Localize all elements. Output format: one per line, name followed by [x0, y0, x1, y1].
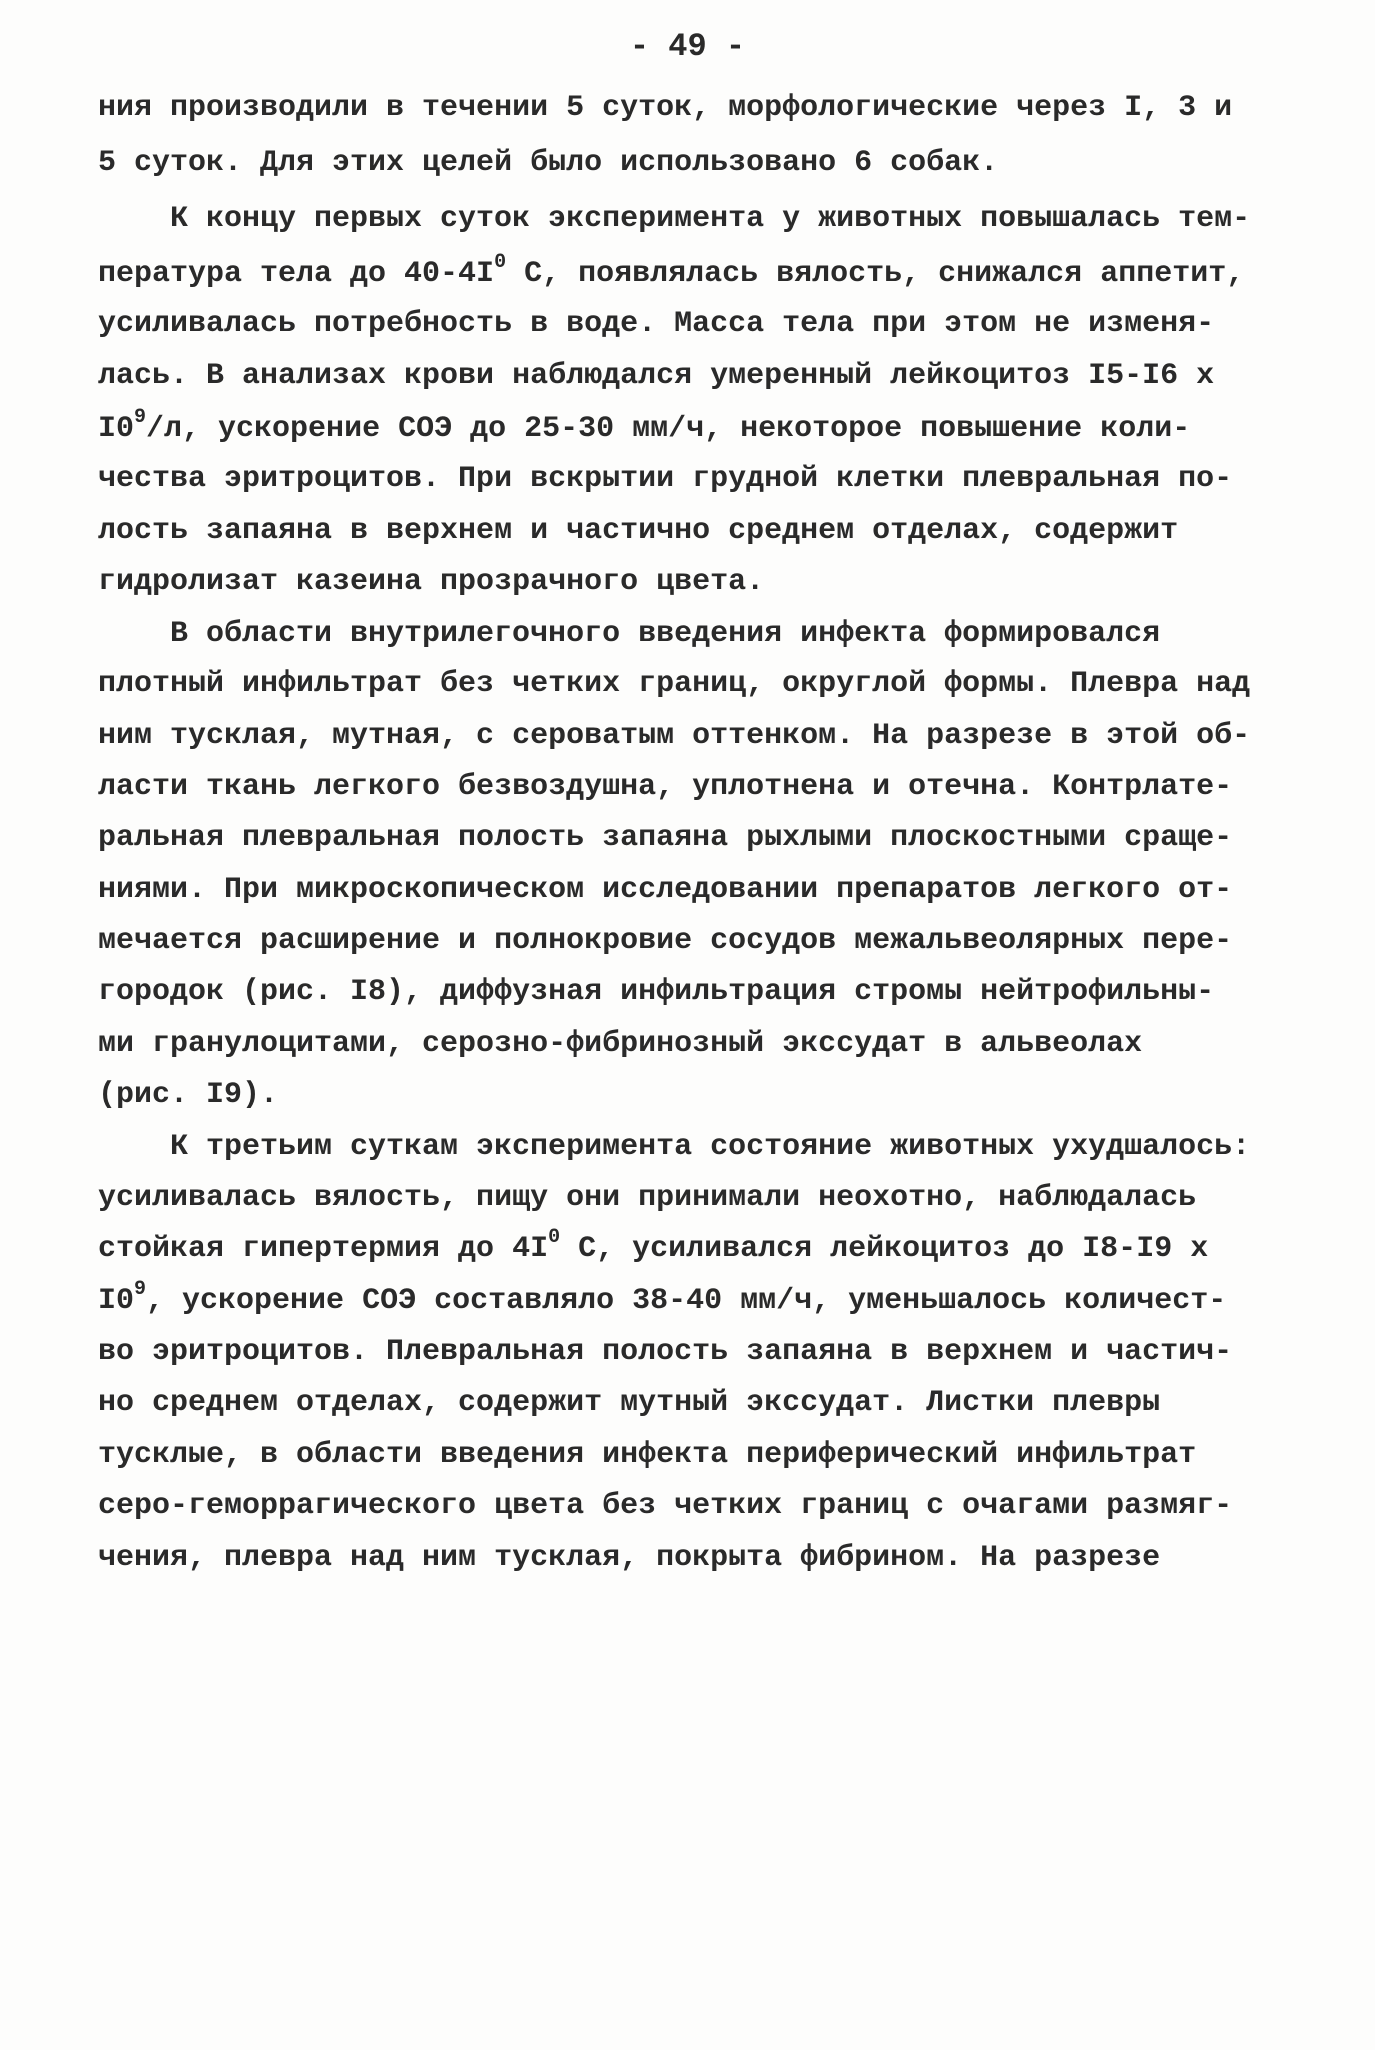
text-line — [98, 1075, 278, 1115]
text-line — [98, 1538, 1160, 1578]
text-line — [98, 562, 764, 602]
line-text: К третьим суткам эксперимента состояние животных ухудшалось: — [170, 1130, 1251, 1164]
line-text-continued: С, появлялась вялость, снижался аппетит, — [506, 257, 1245, 291]
text-line — [170, 1127, 1250, 1167]
text-line — [98, 251, 1245, 294]
line-text: городок (рис. I8), диффузная инфильтрация стромы нейтрофильны- — [98, 975, 1215, 1009]
text-line — [98, 304, 1214, 344]
text-line — [98, 406, 1191, 449]
text-line — [98, 1332, 1232, 1372]
text-line — [98, 356, 1214, 396]
line-text: ми гранулоцитами, серозно-фибринозный экссудат в альвеолах — [98, 1027, 1143, 1061]
line-text: мечается расширение и полнокровие сосудов межальвеолярных пере- — [98, 924, 1233, 958]
line-text-continued: С, усиливался лейкоцитоз до I8-I9 х — [560, 1232, 1209, 1266]
line-text: плотный инфильтрат без четких границ, округлой формы. Плевра над — [98, 667, 1251, 701]
text-line — [98, 459, 1232, 499]
text-line — [98, 88, 1232, 128]
line-text: тусклые, в области введения инфекта периферический инфильтрат — [98, 1438, 1197, 1472]
line-text-continued: /л, ускорение СОЭ до 25-30 мм/ч, некоторое повышение коли- — [146, 412, 1191, 446]
line-text: стойкая гипертермия до 4I — [98, 1232, 549, 1266]
line-text: чества эритроцитов. При вскрытии грудной клетки плевральная по- — [98, 462, 1233, 496]
text-line — [98, 1278, 1227, 1321]
superscript: 0 — [548, 1226, 561, 1249]
text-line — [98, 921, 1232, 961]
text-line — [98, 716, 1250, 756]
line-text: чения, плевра над ним тусклая, покрыта фибрином. На разрезе — [98, 1541, 1161, 1575]
line-text: 5 суток. Для этих целей было использовано 6 собак. — [98, 146, 999, 180]
line-text: ния производили в течении 5 суток, морфологические через I, 3 и — [98, 91, 1233, 125]
text-line — [98, 1226, 1209, 1269]
line-text: во эритроцитов. Плевральная полость запаяна в верхнем и частич- — [98, 1335, 1233, 1369]
text-line — [98, 511, 1178, 551]
text-line — [98, 972, 1214, 1012]
text-line — [98, 664, 1250, 704]
line-text: ласти ткань легкого безвоздушна, уплотнена и отечна. Контрлате- — [98, 770, 1233, 804]
line-text: усиливалась вялость, пищу они принимали неохотно, наблюдалась — [98, 1181, 1197, 1215]
text-line — [98, 870, 1232, 910]
line-text: В области внутрилегочного введения инфекта формировался — [170, 617, 1161, 651]
superscript: 0 — [494, 251, 507, 274]
line-text: серо-геморрагического цвета без четких границ с очагами размяг- — [98, 1489, 1233, 1523]
line-text: ральная плевральная полость запаяна рыхлыми плоскостными сраще- — [98, 821, 1233, 855]
line-text-continued: , ускорение СОЭ составляло 38-40 мм/ч, уменьшалось количест- — [146, 1284, 1227, 1318]
line-text: I0 — [98, 412, 135, 446]
text-line — [98, 767, 1232, 807]
line-text: I0 — [98, 1284, 135, 1318]
text-line — [170, 199, 1250, 239]
line-text: но среднем отделах, содержит мутный экссудат. Листки плевры — [98, 1386, 1161, 1420]
text-line — [98, 1435, 1196, 1475]
line-text: (рис. I9). — [98, 1078, 279, 1112]
line-text: ним тусклая, мутная, с сероватым оттенком. На разрезе в этой об- — [98, 719, 1251, 753]
text-line — [98, 818, 1232, 858]
text-line — [98, 1178, 1196, 1218]
superscript: 9 — [134, 1278, 147, 1301]
line-text: пература тела до 40-4I — [98, 257, 495, 291]
text-line — [98, 1024, 1142, 1064]
line-text: К концу первых суток эксперимента у животных повышалась тем- — [170, 202, 1251, 236]
text-line — [98, 143, 998, 183]
text-line — [98, 1486, 1232, 1526]
line-text: усиливалась потребность в воде. Масса тела при этом не изменя- — [98, 307, 1215, 341]
text-line — [98, 1383, 1160, 1423]
line-text: лась. В анализах крови наблюдался умеренный лейкоцитоз I5-I6 х — [98, 359, 1215, 393]
line-text: лость запаяна в верхнем и частично среднем отделах, содержит — [98, 514, 1179, 548]
superscript: 9 — [134, 406, 147, 429]
text-line — [170, 614, 1160, 654]
line-text: ниями. При микроскопическом исследовании препаратов легкого от- — [98, 873, 1233, 907]
page-number: - 49 - — [629, 28, 746, 65]
line-text: гидролизат казеина прозрачного цвета. — [98, 565, 765, 599]
